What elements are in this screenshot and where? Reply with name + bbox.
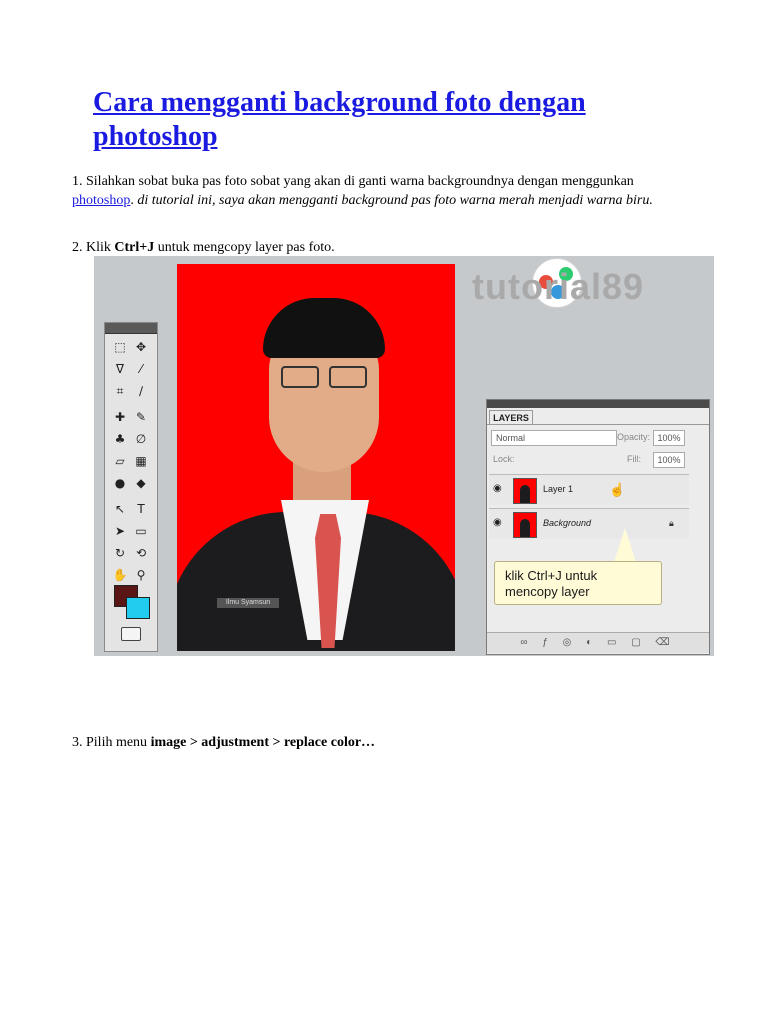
fill-input[interactable]: 100% (653, 452, 685, 468)
step-1-number: 1. (72, 174, 83, 189)
photo-caption: Ilmu Syamsun (217, 598, 279, 608)
tools-panel (104, 322, 158, 652)
hair-shape (263, 298, 385, 358)
magic-wand-icon[interactable]: ⁄ (139, 362, 142, 376)
lasso-icon[interactable]: ᐁ (115, 362, 125, 376)
portrait-photo (177, 264, 455, 651)
step-2-bold: Ctrl+J (114, 240, 155, 255)
layers-panel (486, 399, 710, 655)
step-3-bold: image > adjustment > replace color… (150, 735, 376, 750)
layers-panel-header (487, 400, 709, 408)
watermark-text: tutorial89 (472, 266, 645, 307)
blur-icon[interactable]: ● (114, 476, 126, 490)
step-1-period: . (130, 193, 134, 208)
shape-icon[interactable]: ▭ (135, 524, 147, 538)
opacity-label: Opacity: (617, 432, 651, 442)
glasses-right-icon (329, 366, 367, 388)
opacity-input[interactable]: 100% (653, 430, 685, 446)
dodge-icon[interactable]: ◆ (136, 476, 146, 490)
lock-label: Lock: (493, 454, 515, 464)
marquee-icon[interactable]: ⬚ (114, 340, 126, 354)
fill-label: Fill: (627, 454, 641, 464)
rotate-view-icon[interactable]: ↻ (114, 546, 126, 560)
stamp-icon[interactable]: ♣ (114, 432, 126, 446)
step-3-text: Pilih menu (86, 735, 151, 750)
history-brush-icon[interactable]: ∅ (135, 432, 147, 446)
step-2-number: 2. (72, 240, 83, 255)
eyedropper-icon[interactable]: ∕ (138, 384, 144, 398)
layer-thumbnail (513, 478, 537, 504)
hand-icon[interactable]: ✋ (112, 568, 128, 582)
step-2 (72, 238, 672, 257)
3d-icon[interactable]: ⟲ (135, 546, 147, 560)
layer-thumbnail (513, 512, 537, 538)
move-icon[interactable]: ✥ (135, 340, 147, 354)
healing-icon[interactable]: ✚ (114, 410, 126, 424)
eraser-icon[interactable]: ▱ (115, 454, 125, 468)
direct-select-icon[interactable]: ➤ (114, 524, 126, 538)
hand-cursor-icon: ☝ (609, 482, 626, 497)
tab-layers[interactable]: LAYERS (489, 410, 533, 425)
type-icon[interactable]: T (137, 502, 145, 516)
photoshop-screenshot (94, 256, 714, 656)
background-color-swatch[interactable] (126, 597, 150, 619)
layer-row-background[interactable] (489, 508, 689, 539)
layers-panel-toolbar: ∞ ƒ ◎ ◐ ▭ ▢ ⌫ (487, 632, 709, 653)
tab-divider (487, 424, 709, 425)
step-2-text-after: untuk mengcopy layer pas foto. (154, 240, 335, 255)
quick-mask-icon[interactable] (121, 627, 141, 641)
lock-icon: 🔒︎ (669, 518, 674, 528)
step-3-number: 3. (72, 735, 83, 750)
step-1-text: Silahkan sobat buka pas foto sobat yang akan di ganti warna backgroundnya dengan menggunkan (86, 174, 634, 189)
glasses-left-icon (281, 366, 319, 388)
callout-note: klik Ctrl+J untuk mencopy layer (494, 561, 662, 605)
step-1 (72, 172, 672, 210)
visibility-eye-icon[interactable]: ◉ (493, 483, 502, 494)
page-title[interactable]: Cara mengganti background foto dengan photoshop (93, 87, 586, 152)
step-3 (72, 733, 672, 752)
path-select-icon[interactable]: ↖ (114, 502, 126, 516)
layer-row-layer-1[interactable] (489, 474, 689, 505)
zoom-icon[interactable]: ⚲ (136, 568, 146, 582)
tools-panel-header (105, 323, 157, 334)
visibility-eye-icon[interactable]: ◉ (493, 517, 502, 528)
step-1-italic: di tutorial ini, saya akan mengganti background pas foto warna merah menjadi warna biru. (133, 193, 653, 208)
brush-icon[interactable]: ✎ (135, 410, 147, 424)
step-2-text: Klik (86, 240, 115, 255)
crop-icon[interactable]: ⌗ (116, 384, 124, 398)
photoshop-link[interactable]: photoshop (72, 193, 131, 208)
layer-name: Background (543, 518, 592, 528)
blend-mode-select[interactable]: Normal (491, 430, 617, 446)
layer-name: Layer 1 (543, 484, 574, 494)
gradient-icon[interactable]: ▦ (135, 454, 147, 468)
